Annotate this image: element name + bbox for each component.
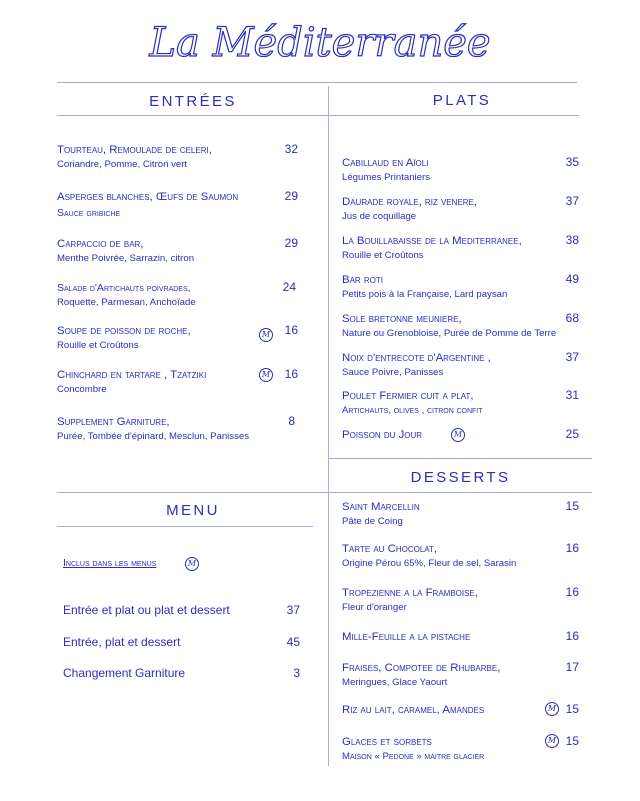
desserts-title: DESSERTS	[410, 469, 511, 486]
plat-item	[342, 388, 483, 417]
menu-included-icon: M	[259, 368, 273, 382]
item-name: Poulet Fermier cuit a plat,	[342, 390, 474, 402]
item-name: Salade d'Artichauts poivrades,	[57, 282, 191, 294]
item-name: La Bouillabaisse de la Mediterranee,	[342, 235, 522, 247]
item-name: Mille-Feuille a la pistache	[342, 631, 471, 643]
menu-title-rule	[57, 526, 313, 527]
item-desc: Coriandre, Pomme, Citron vert	[57, 159, 188, 170]
menu-option-label: Changement Garniture	[63, 666, 186, 680]
item-price: 32	[284, 142, 298, 156]
plat-item	[342, 311, 556, 340]
restaurant-logo	[0, 2, 640, 80]
entree-item	[57, 414, 249, 443]
item-price: 37	[565, 194, 579, 208]
item-price: 15	[565, 702, 579, 716]
menu-option-label: Entrée, plat et dessert	[63, 635, 181, 649]
item-desc: Sauce gribiche	[57, 207, 121, 219]
item-name: Sole bretonne meuniere,	[342, 313, 462, 325]
item-price: 31	[565, 388, 579, 402]
menu-option-price: 45	[286, 635, 300, 649]
item-name: Supplement Garniture,	[57, 416, 170, 428]
item-desc: Jus de coquillage	[342, 211, 417, 222]
item-name: Tropezienne a la Framboise,	[342, 587, 478, 599]
item-name: Soupe de poisson de roche,	[57, 325, 191, 337]
plat-item	[342, 194, 477, 223]
menu-included-icon: M	[451, 428, 465, 442]
desserts-title-rule	[329, 492, 592, 493]
entree-item	[57, 236, 194, 265]
plats-title: PLATS	[432, 92, 492, 109]
menu-option-label: Entrée et plat ou plat et dessert	[63, 603, 230, 617]
item-price: 15	[565, 734, 579, 748]
menu-option-price: 3	[293, 666, 300, 680]
dessert-item	[342, 499, 420, 528]
dessert-item	[342, 734, 484, 763]
item-desc: Pâte de Coing	[342, 516, 403, 527]
item-desc: Petits pois à la Française, Lard paysan	[342, 289, 508, 300]
item-name: Bar roti	[342, 274, 383, 286]
item-price: 68	[565, 311, 579, 325]
item-desc: Roquette, Parmesan, Anchoïade	[57, 297, 196, 308]
item-price: 49	[565, 272, 579, 286]
item-price: 16	[284, 323, 298, 337]
item-name: Cabillaud en Aïoli	[342, 157, 429, 169]
dessert-item	[342, 585, 478, 614]
menu-included-icon: M	[545, 734, 559, 748]
dessert-item	[342, 629, 470, 645]
item-desc: Maison « Pedone » maitre glacier	[342, 751, 485, 762]
item-desc: Sauce Poivre, Panisses	[342, 367, 444, 378]
plat-item	[342, 427, 422, 443]
item-desc: Rouille et Croûtons	[57, 340, 139, 351]
plats-title-rule	[329, 115, 579, 116]
menu-title: MENU	[166, 502, 220, 519]
plat-item	[342, 155, 430, 184]
item-name: Glaces et sorbets	[342, 736, 432, 748]
entree-item	[57, 367, 206, 396]
item-price: 29	[284, 236, 298, 250]
plat-item	[342, 233, 522, 262]
desserts-top-rule	[329, 458, 592, 459]
item-desc: Origine Pérou 65%, Fleur de sel, Sarasin	[342, 558, 517, 569]
entrees-title-rule	[57, 115, 329, 116]
item-name: Riz au lait, caramel, Amandes	[342, 704, 485, 716]
item-desc: Rouille et Croûtons	[342, 250, 424, 261]
item-name: Tourteau, Remoulade de celeri,	[57, 144, 212, 156]
top-rule	[57, 82, 577, 83]
item-price: 8	[288, 414, 295, 428]
item-desc: Menthe Poivrée, Sarrazin, citron	[57, 253, 195, 264]
item-desc: Nature ou Grenobloise, Purée de Pomme de Terre	[342, 328, 557, 339]
item-name: Asperges blanches, Œufs de Saumon	[57, 191, 239, 203]
item-price: 24	[282, 280, 296, 294]
dessert-item	[342, 541, 516, 570]
item-price: 16	[565, 585, 579, 599]
item-name: Noix d'entrecote d'Argentine ,	[342, 352, 491, 364]
menu-option-price: 37	[286, 603, 300, 617]
item-desc: Meringues, Glace Yaourt	[342, 677, 448, 688]
menu-included-icon: M	[259, 328, 273, 342]
item-name: Poisson du Jour	[342, 429, 423, 441]
dessert-item	[342, 660, 500, 689]
entree-item	[57, 280, 196, 309]
menu-included-icon: M	[545, 702, 559, 716]
dessert-item	[342, 702, 484, 718]
plat-item	[342, 272, 507, 301]
entree-item	[57, 323, 191, 352]
plat-item	[342, 350, 491, 379]
logo-script	[149, 2, 491, 76]
item-desc: Légumes Printaniers	[342, 172, 430, 183]
item-desc: Artichauts, olives , citron confit	[342, 405, 483, 416]
item-price: 15	[565, 499, 579, 513]
menu-included-icon: M	[185, 557, 199, 571]
item-price: 16	[284, 367, 298, 381]
item-name: Tarte au Chocolat,	[342, 543, 438, 555]
menu-included-note: Inclus dans les menus	[63, 557, 157, 569]
logo-text: La Méditerranée	[149, 20, 491, 66]
item-desc: Purée, Tombée d'épinard, Mesclun, Panisses	[57, 431, 250, 442]
item-name: Fraises, Compotee de Rhubarbe,	[342, 662, 501, 674]
menu-top-rule	[57, 492, 329, 493]
item-price: 16	[565, 629, 579, 643]
item-price: 29	[284, 189, 298, 203]
vertical-divider	[328, 86, 329, 766]
item-price: 25	[565, 427, 579, 441]
item-desc: Concombre	[57, 384, 107, 395]
item-desc: Fleur d'oranger	[342, 602, 407, 613]
item-name: Daurade royale, riz venere,	[342, 196, 478, 208]
entree-item	[57, 142, 212, 171]
item-price: 35	[565, 155, 579, 169]
entree-item	[57, 189, 238, 221]
item-name: Carpaccio de bar,	[57, 238, 144, 250]
item-name: Chinchard en tartare , Tzatziki	[57, 369, 207, 381]
entrees-title: ENTRÉES	[149, 93, 237, 110]
item-price: 37	[565, 350, 579, 364]
item-price: 38	[565, 233, 579, 247]
item-price: 17	[565, 660, 579, 674]
item-price: 16	[565, 541, 579, 555]
item-name: Saint Marcellin	[342, 501, 420, 513]
